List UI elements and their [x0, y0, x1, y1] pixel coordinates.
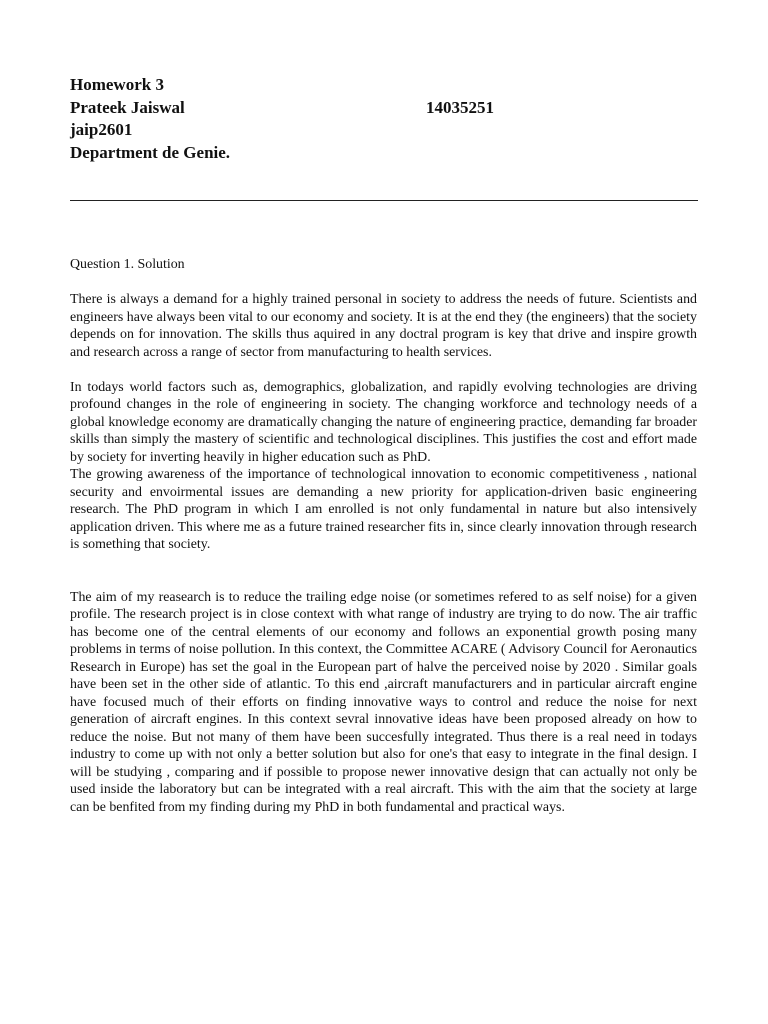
paragraph-1: There is always a demand for a highly trained personal in society to address the needs of future. Scientists and engineers have always been vital to our economy and society. It is at the end they (the engineers) that the society depends on for innovation. The skills thus aquired in any doctral program is key that drive and inspire growth and research across a range of sector from manufacturing to health services.	[70, 292, 697, 360]
horizontal-divider	[70, 200, 698, 201]
paragraph-2: In todays world factors such as, demographics, globalization, and rapidly evolving technologies are driving profound changes in the role of engineering in society. The changing workforce and technology needs of a global knowledge economy are dramatically changing the nature of engineering practice, demanding far broader skills than simply the mastery of scientific and technological disciplines. This justifies the cost and effort made by society for inverting heavily in higher education such as PhD.	[70, 379, 697, 465]
document-header	[70, 74, 698, 164]
document-body	[70, 256, 697, 816]
question-heading: Question 1. Solution	[70, 257, 185, 272]
paragraph-3: The growing awareness of the importance of technological innovation to economic competitiveness , national security and envoirmental issues are demanding a new priority for application-driven basic engineering research. The PhD program in which I am enrolled is not only fundamental in nature but also intensively application driven. This where me as a future trained researcher fits in, since clearly innovation through research is something that society.	[70, 467, 697, 552]
homework-title: Homework 3	[70, 75, 164, 94]
department: Department de Genie.	[70, 142, 231, 162]
paragraph-4: The aim of my reasearch is to reduce the trailing edge noise (or sometimes refered to as self noise) for a given profile. The research project is in close context with what range of industry are trying to do now. The air traffic has become one of the central elements of our economy and follows an exponential growth posing many problems in terms of noise pollution. In this context, the Committee ACARE ( Advisory Council for Aeronautics Research in Europe) has set the goal in the European part of halve the perceived noise by 2020 . Similar goals have been set in the other side of atlantic. To this end ,aircraft manufacturers and in particular aircraft engine have focused much of their efforts on finding innovative ways to control and reduce the noise for next generation of aircraft engines. In this context sevral innovative ideas have been proposed already on how to reduce the noise. But not many of them have been succesfully integrated. Thus there is a real need in todays industry to come up with not only a better solution but also for one's that easy to integrate in the final design. I will be studying , comparing and if possible to propose newer innovative design that can actually not only be used inside the laboratory but can be integrated with a real aircraft. This with the aim that the society at large can be benfited from my finding during my PhD in both fundamental and practical ways.	[70, 589, 697, 815]
student-id: 14035251	[426, 97, 494, 117]
username: jaip2601	[70, 120, 133, 139]
author-name: Prateek Jaiswal	[70, 97, 185, 117]
